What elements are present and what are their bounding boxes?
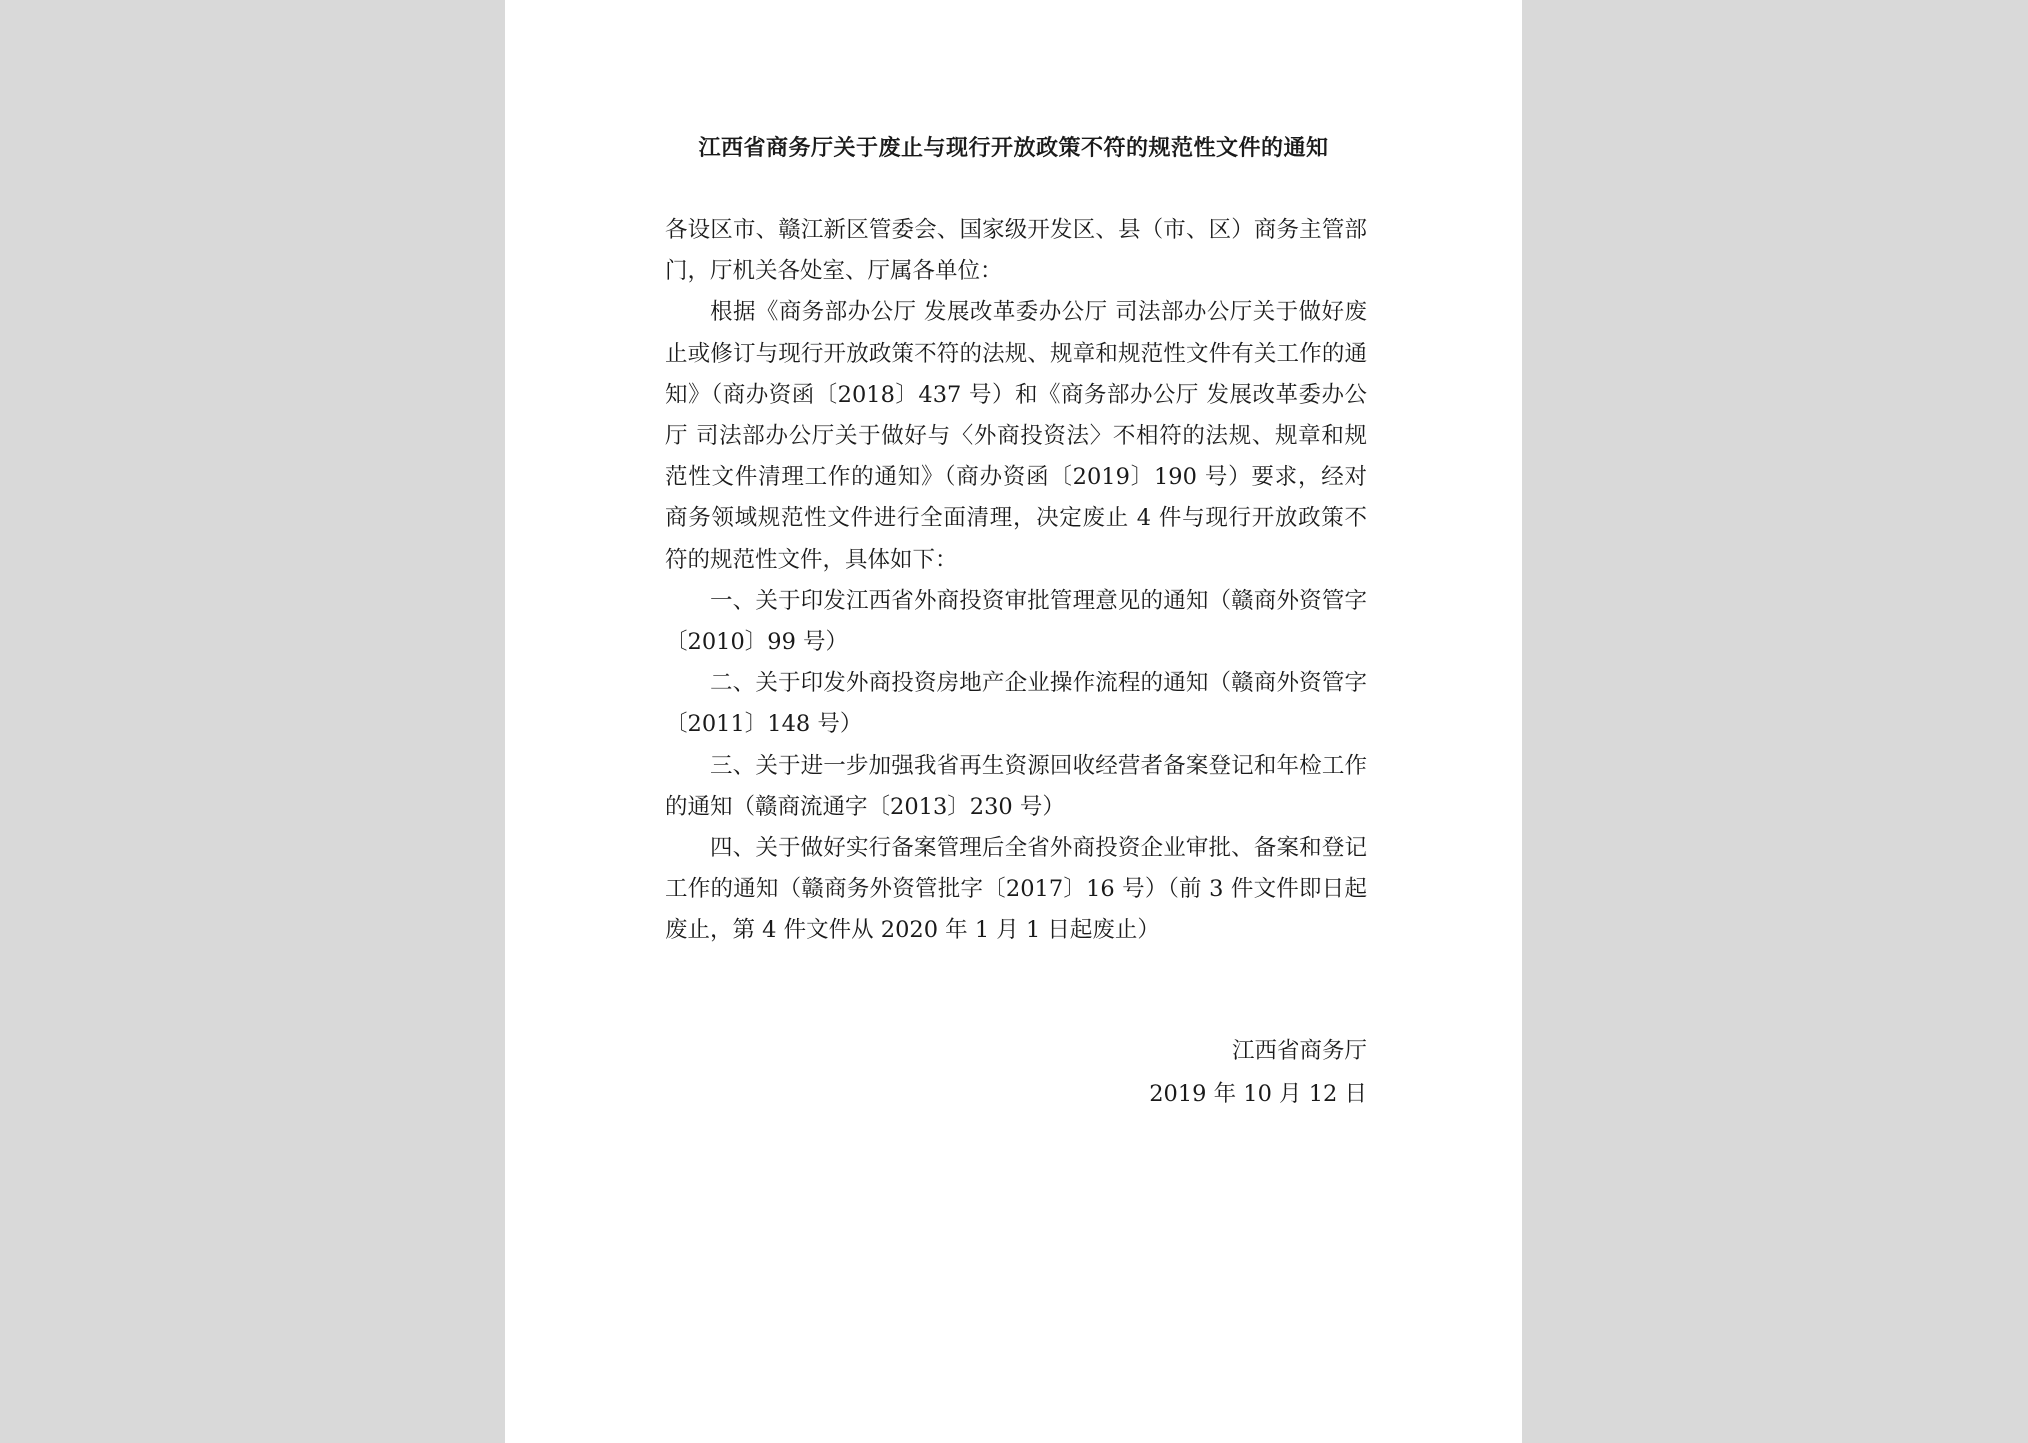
signature-organization: 江西省商务厅 [1231, 1038, 1367, 1064]
list-item: 二、关于印发外商投资房地产企业操作流程的通知（赣商外资管字〔2011〕148 号） [665, 670, 1367, 738]
list-item: 四、关于做好实行备案管理后全省外商投资企业审批、备案和登记工作的通知（赣商务外资管批字〔2017〕16 号）（前 3 件文件即日起废止，第 4 件文件从 2020 年 1 月 1 日起废止） [665, 835, 1367, 944]
document-page [505, 0, 1522, 1443]
intro-paragraph: 根据《商务部办公厅 发展改革委办公厅 司法部办公厅关于做好废止或修订与现行开放政策不符的法规、规章和规范性文件有关工作的通知》（商办资函〔2018〕437 号）和《商务部办公厅 发展改革委办公厅 司法部办公厅关于做好与〈外商投资法〉不相符的法规、规章和规范性文件清理工作的通知》（商办资函〔2019〕190 号）要求，经对商务领域规范性文件进行全面清理，决定废止 4 件与现行开放政策不符的规范性文件，具体如下： [665, 299, 1367, 573]
signature-date: 2019 年 10 月 12 日 [1149, 1081, 1367, 1107]
document-title: 江西省商务厅关于废止与现行开放政策不符的规范性文件的通知 [698, 135, 1329, 161]
list-item: 三、关于进一步加强我省再生资源回收经营者备案登记和年检工作的通知（赣商流通字〔2013〕230 号） [665, 752, 1367, 820]
list-item: 一、关于印发江西省外商投资审批管理意见的通知（赣商外资管字〔2010〕99 号） [665, 587, 1367, 656]
document-body [665, 210, 1367, 952]
salutation: 各设区市、赣江新区管委会、国家级开发区、县（市、区）商务主管部门，厅机关各处室、厅属各单位： [665, 217, 1367, 285]
signature-block [1149, 1030, 1367, 1116]
